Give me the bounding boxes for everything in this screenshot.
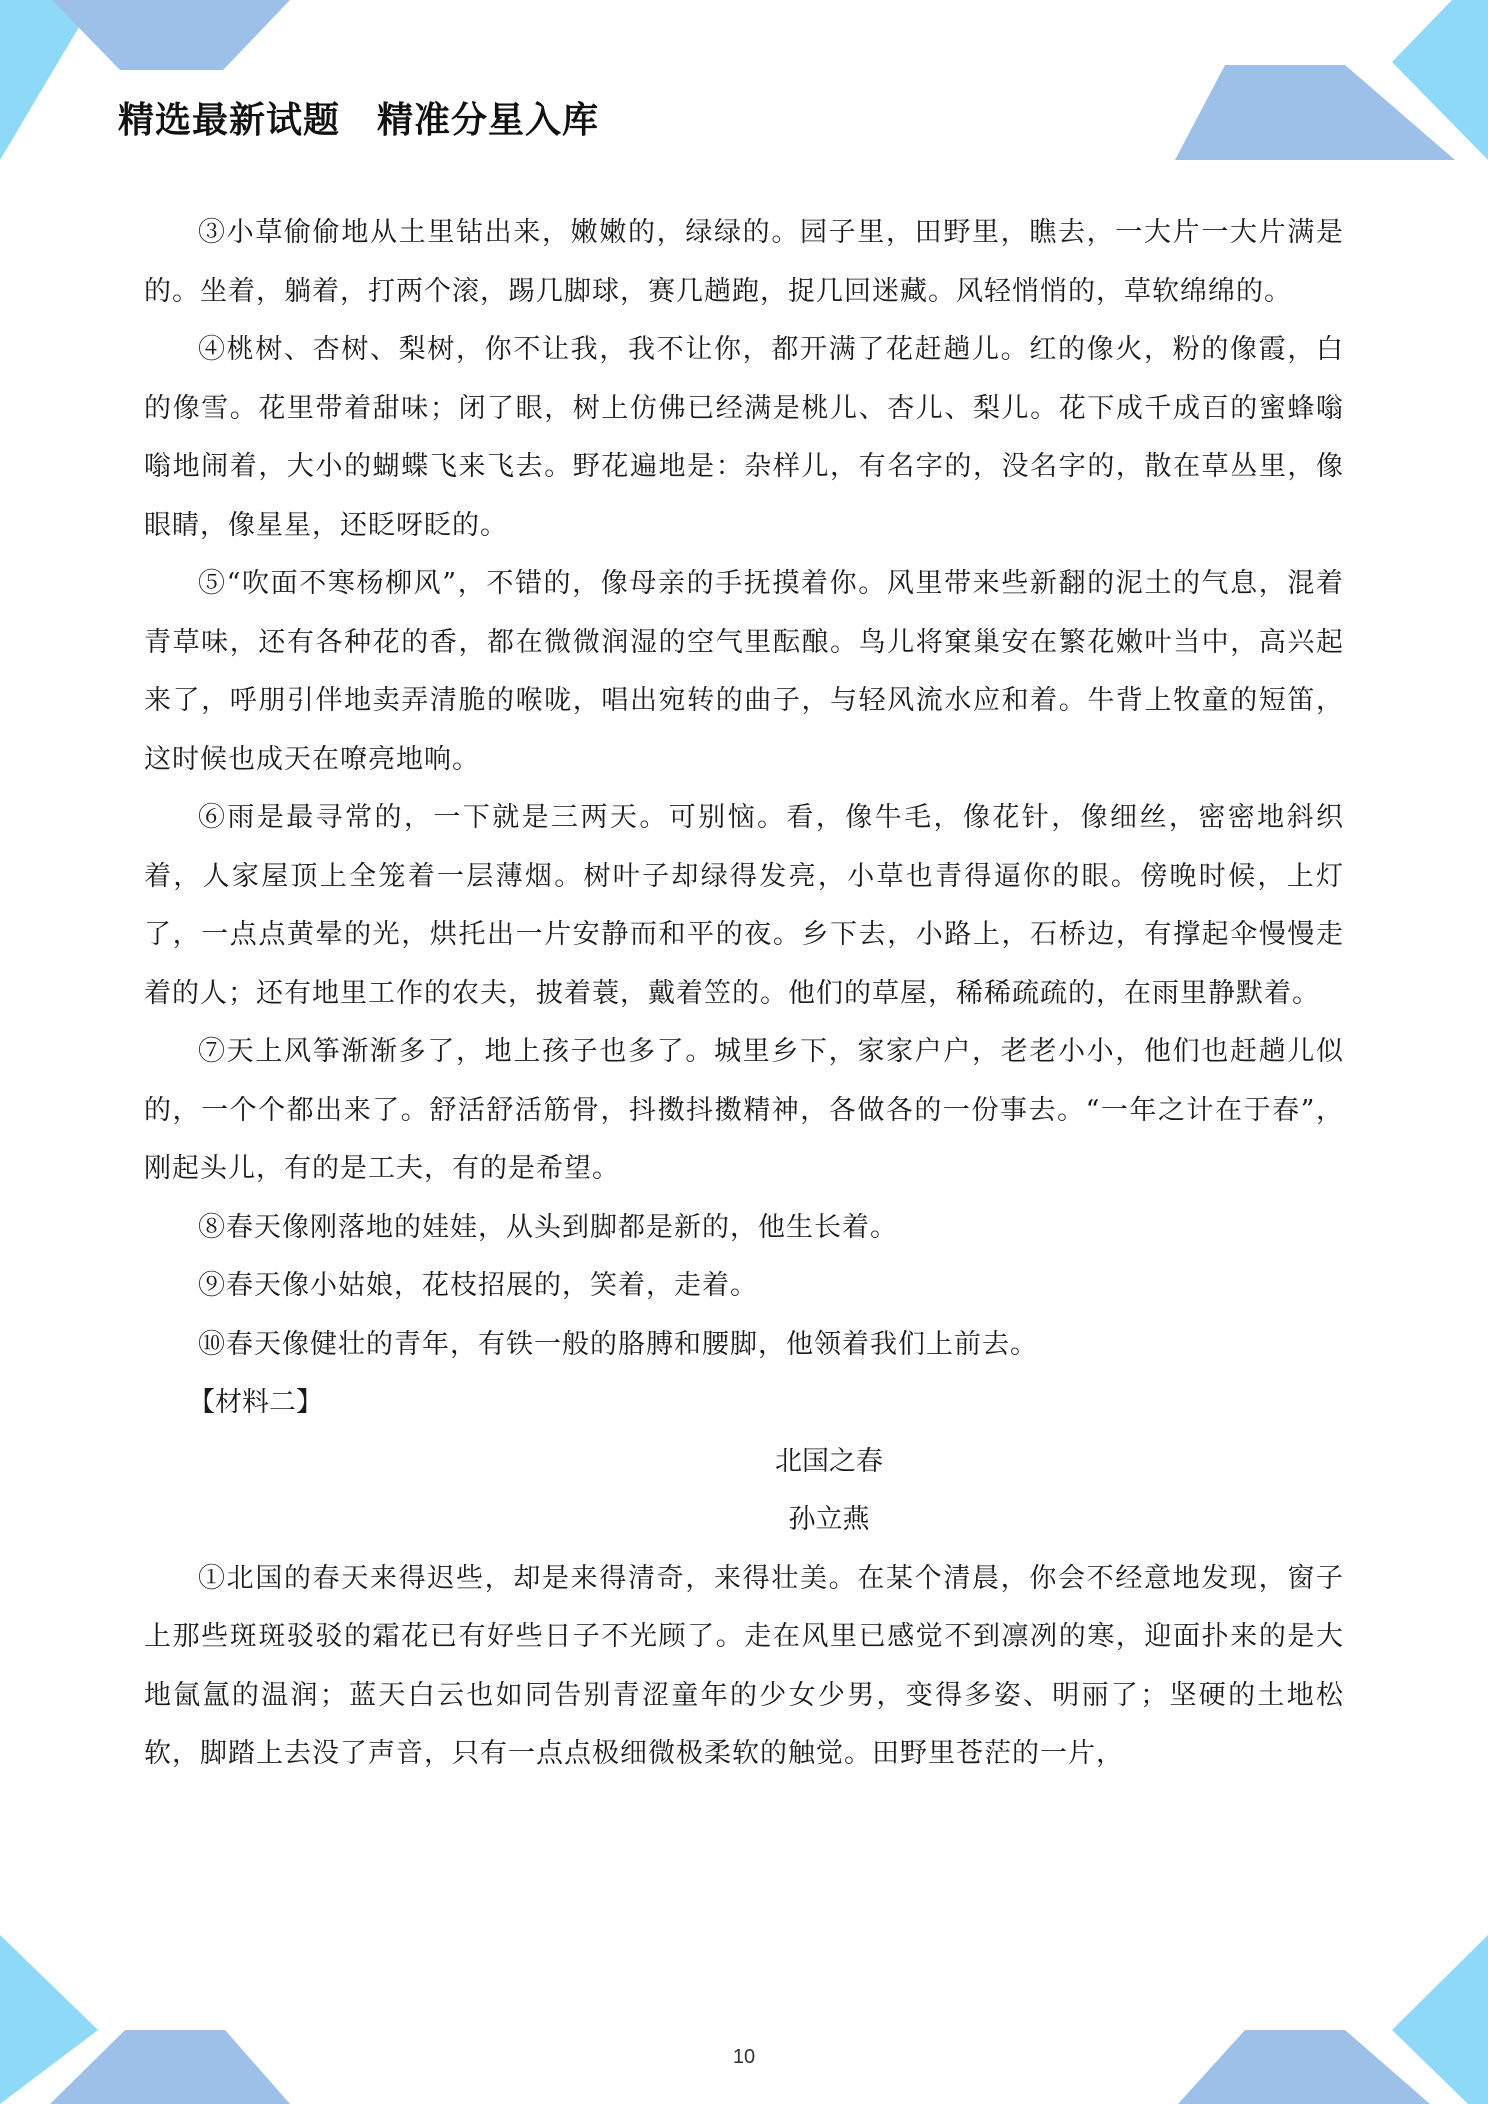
- page-number: 10: [732, 2046, 756, 2068]
- paragraph-4: ④桃树、杏树、梨树，你不让我，我不让你，都开满了花赶趟儿。红的像火，粉的像霞，白的像雪。花里带着甜味；闭了眼，树上仿佛已经满是桃儿、杏儿、梨儿。花下成千成百的蜜蜂嗡嗡地闹着，大小的蝴蝶飞来飞去。野花遍地是：杂样儿，有名字的，没名字的，散在草丛里，像眼睛，像星星，还眨呀眨的。: [144, 334, 1344, 541]
- material-paragraph-1: ①北国的春天来得迟些，却是来得清奇，来得壮美。在某个清晨，你会不经意地发现，窗子上那些斑斑驳驳的霜花已有好些日子不光顾了。走在风里已感觉不到凛冽的寒，迎面扑来的是大地氤氲的温润；蓝天白云也如同告别青涩童年的少女少男，变得多姿、明丽了；坚硬的土地松软，脚踏上去没了声音，只有一点点极细微极柔软的触觉。田野里苍茫的一片，: [144, 1562, 1344, 1769]
- paragraph-3: ③小草偷偷地从土里钻出来，嫩嫩的，绿绿的。园子里，田野里，瞧去，一大片一大片满是的。坐着，躺着，打两个滚，踢几脚球，赛几趟跑，捉几回迷藏。风轻悄悄的，草软绵绵的。: [144, 217, 1344, 307]
- corner-triangle-bottom-left: [0, 1935, 98, 2104]
- paragraph-10: ⑩春天像健壮的青年，有铁一般的胳膊和腰脚，他领着我们上前去。: [198, 1328, 1038, 1360]
- paragraph-5: ⑤“吹面不寒杨柳风”，不错的，像母亲的手抚摸着你。风里带来些新翻的泥土的气息，混着青草味，还有各种花的香，都在微微润湿的空气里酝酿。鸟儿将窠巢安在繁花嫩叶当中，高兴起来了，呼朋引伴地卖弄清脆的喉咙，唱出宛转的曲子，与轻风流水应和着。牛背上牧童的短笛，这时候也成天在嘹亮地响。: [144, 568, 1344, 775]
- corner-trapezoid-top-right: [1175, 65, 1455, 160]
- material-label: 【材料二】: [188, 1387, 323, 1418]
- corner-triangle-top-right: [1392, 0, 1488, 160]
- paragraph-8: ⑧春天像刚落地的娃娃，从头到脚都是新的，他生长着。: [198, 1211, 898, 1243]
- corner-triangle-top-left: [0, 0, 95, 160]
- material-author: 孙立燕: [788, 1504, 870, 1535]
- paragraph-6: ⑥雨是最寻常的，一下就是三两天。可别恼。看，像牛毛，像花针，像细丝，密密地斜织着，人家屋顶上全笼着一层薄烟。树叶子却绿得发亮，小草也青得逼你的眼。傍晚时候，上灯了，一点点黄晕的光，烘托出一片安静而和平的夜。乡下去，小路上，石桥边，有撑起伞慢慢走着的人；还有地里工作的农夫，披着蓑，戴着笠的。他们的草屋，稀稀疏疏的，在雨里静默着。: [144, 802, 1344, 1009]
- corner-triangle-bottom-right: [1392, 1935, 1488, 2104]
- paragraph-7: ⑦天上风筝渐渐多了，地上孩子也多了。城里乡下，家家户户，老老小小，他们也赶趟儿似的，一个个都出来了。舒活舒活筋骨，抖擞抖擞精神，各做各的一份事去。“一年之计在于春”，刚起头儿，有的是工夫，有的是希望。: [144, 1036, 1344, 1184]
- header-title: 精选最新试题 精准分星入库: [118, 100, 600, 141]
- corner-trapezoid-top-left: [52, 0, 290, 70]
- document-body: [144, 204, 1344, 1784]
- paragraph-9: ⑨春天像小姑娘，花枝招展的，笑着，走着。: [198, 1270, 758, 1301]
- material-title: 北国之春: [775, 1445, 883, 1477]
